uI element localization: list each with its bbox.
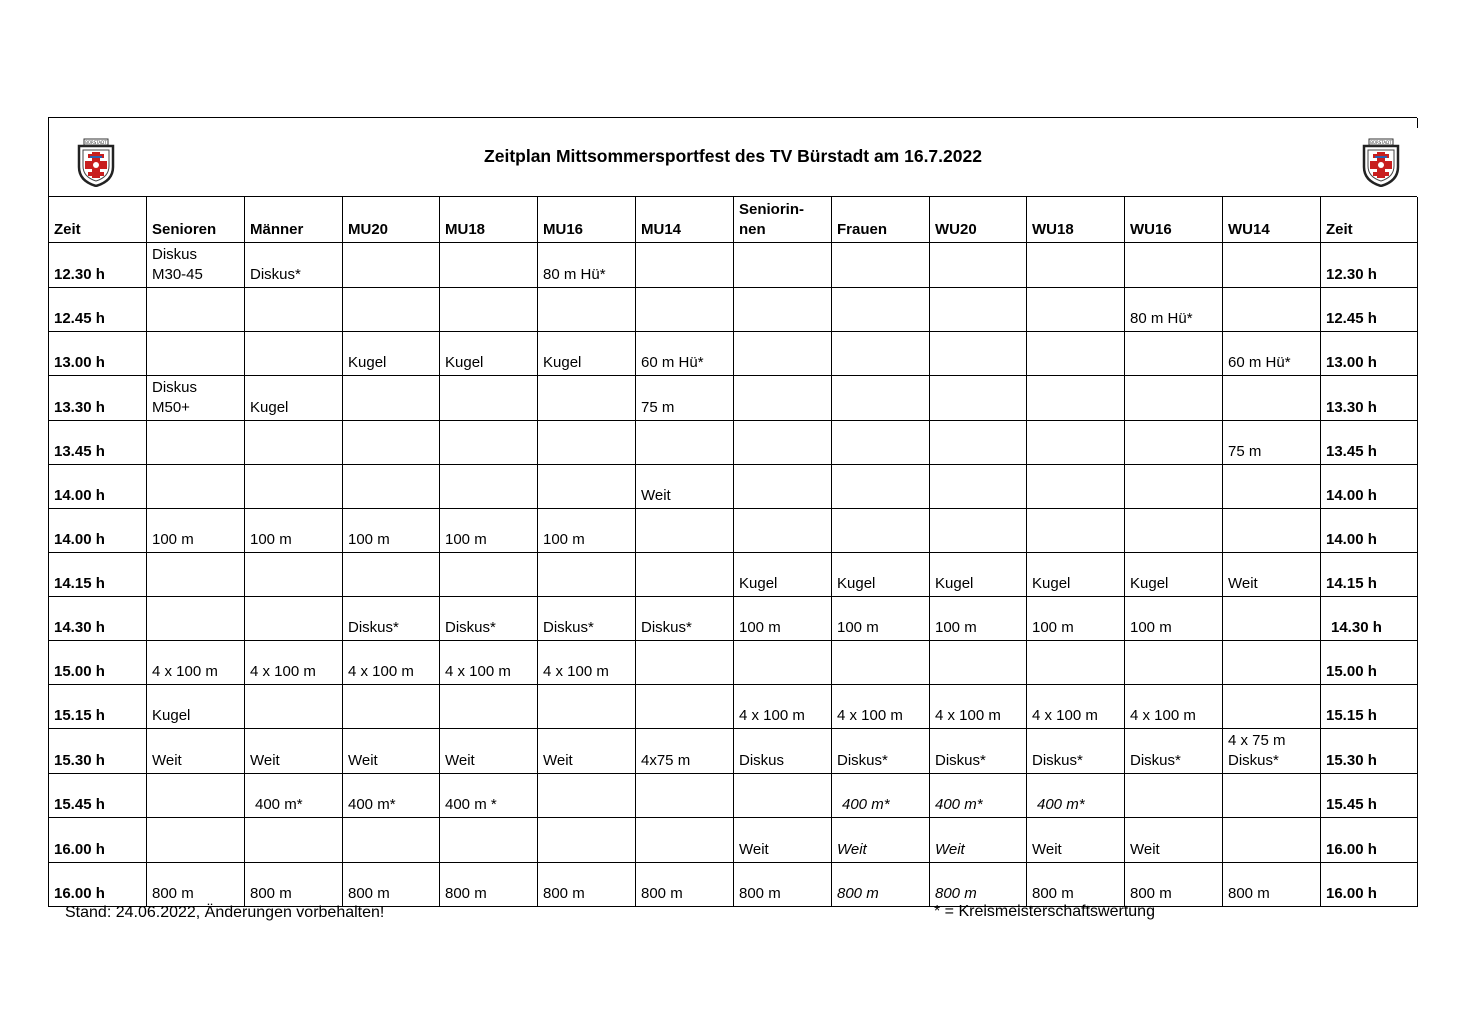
event-cell: Kugel xyxy=(832,553,930,597)
table-row xyxy=(49,421,1418,465)
time-cell: 14.00 h xyxy=(1321,509,1418,553)
event-cell xyxy=(343,288,440,332)
event-cell: Kugel xyxy=(245,376,343,421)
event-cell xyxy=(1125,332,1223,376)
event-cell xyxy=(734,509,832,553)
event-cell: 400 m* xyxy=(832,774,930,818)
event-cell: 4 x 100 m xyxy=(1125,685,1223,729)
event-cell: Kugel xyxy=(343,332,440,376)
event-cell xyxy=(147,288,245,332)
event-cell xyxy=(734,641,832,685)
event-cell xyxy=(832,288,930,332)
event-cell xyxy=(1125,421,1223,465)
column-header: MU14 xyxy=(636,197,734,243)
event-cell: Kugel xyxy=(1027,553,1125,597)
event-cell xyxy=(538,818,636,863)
event-cell: 800 m xyxy=(930,863,1027,907)
event-cell xyxy=(930,243,1027,288)
event-cell xyxy=(1027,332,1125,376)
event-cell: Weit xyxy=(734,818,832,863)
event-cell: 800 m xyxy=(1223,863,1321,907)
table-row xyxy=(49,288,1418,332)
time-cell: 12.45 h xyxy=(1321,288,1418,332)
event-cell xyxy=(440,243,538,288)
event-cell xyxy=(930,421,1027,465)
time-cell: 12.30 h xyxy=(1321,243,1418,288)
event-cell: Weit xyxy=(147,729,245,774)
event-cell: 400 m* xyxy=(1027,774,1125,818)
time-cell: 15.30 h xyxy=(1321,729,1418,774)
event-cell xyxy=(1125,243,1223,288)
event-cell: Weit xyxy=(343,729,440,774)
event-cell: Weit xyxy=(930,818,1027,863)
event-cell xyxy=(636,288,734,332)
event-cell: Kugel xyxy=(734,553,832,597)
time-cell: 14.30 h xyxy=(1321,597,1418,641)
table-body xyxy=(49,243,1418,907)
event-cell xyxy=(440,421,538,465)
event-cell xyxy=(245,421,343,465)
event-cell xyxy=(1125,465,1223,509)
column-header: WU20 xyxy=(930,197,1027,243)
event-cell: Weit xyxy=(440,729,538,774)
event-cell xyxy=(245,818,343,863)
event-cell: Weit xyxy=(1223,553,1321,597)
event-cell: 4x75 m xyxy=(636,729,734,774)
column-header: Senioren xyxy=(147,197,245,243)
event-cell: 800 m xyxy=(440,863,538,907)
event-cell: Diskus* xyxy=(343,597,440,641)
event-cell: 4 x 75 m Diskus* xyxy=(1223,729,1321,774)
event-cell xyxy=(832,465,930,509)
event-cell: Diskus* xyxy=(245,243,343,288)
event-cell xyxy=(440,553,538,597)
time-cell: 14.15 h xyxy=(49,553,147,597)
column-header: Männer xyxy=(245,197,343,243)
event-cell xyxy=(734,243,832,288)
event-cell xyxy=(832,376,930,421)
table-row xyxy=(49,685,1418,729)
event-cell: Weit xyxy=(245,729,343,774)
event-cell xyxy=(147,465,245,509)
event-cell: 4 x 100 m xyxy=(440,641,538,685)
column-header: Seniorin- nen xyxy=(734,197,832,243)
event-cell xyxy=(538,465,636,509)
event-cell xyxy=(147,332,245,376)
event-cell: 800 m xyxy=(734,863,832,907)
event-cell xyxy=(343,376,440,421)
column-header: WU14 xyxy=(1223,197,1321,243)
time-cell: 15.45 h xyxy=(49,774,147,818)
table-row xyxy=(49,818,1418,863)
event-cell xyxy=(147,421,245,465)
event-cell xyxy=(636,509,734,553)
event-cell: 4 x 100 m xyxy=(1027,685,1125,729)
event-cell: 4 x 100 m xyxy=(245,641,343,685)
event-cell: Diskus* xyxy=(636,597,734,641)
event-cell xyxy=(636,553,734,597)
event-cell: 100 m xyxy=(343,509,440,553)
svg-text:BÜRSTADT: BÜRSTADT xyxy=(1370,140,1392,145)
title-row xyxy=(48,117,1417,197)
event-cell xyxy=(440,818,538,863)
event-cell: Diskus M50+ xyxy=(147,376,245,421)
event-cell xyxy=(832,421,930,465)
event-cell xyxy=(1027,243,1125,288)
column-header: MU18 xyxy=(440,197,538,243)
event-cell xyxy=(343,553,440,597)
event-cell xyxy=(636,243,734,288)
event-cell: Kugel xyxy=(147,685,245,729)
time-cell: 15.00 h xyxy=(49,641,147,685)
event-cell xyxy=(734,332,832,376)
event-cell xyxy=(1223,641,1321,685)
event-cell: Diskus xyxy=(734,729,832,774)
club-crest-icon xyxy=(1361,137,1401,187)
event-cell: Diskus* xyxy=(1027,729,1125,774)
event-cell: 75 m xyxy=(1223,421,1321,465)
event-cell xyxy=(930,332,1027,376)
event-cell xyxy=(636,818,734,863)
event-cell: 80 m Hü* xyxy=(538,243,636,288)
event-cell xyxy=(1125,376,1223,421)
footnote: * = Kreismeisterschaftswertung xyxy=(934,903,1155,920)
event-cell xyxy=(343,685,440,729)
event-cell xyxy=(147,597,245,641)
table-row xyxy=(49,774,1418,818)
time-cell: 16.00 h xyxy=(49,863,147,907)
time-cell: 13.30 h xyxy=(49,376,147,421)
event-cell: 75 m xyxy=(636,376,734,421)
time-cell: 14.00 h xyxy=(49,465,147,509)
event-cell xyxy=(245,553,343,597)
event-cell xyxy=(832,332,930,376)
event-cell xyxy=(440,685,538,729)
event-cell xyxy=(734,774,832,818)
event-cell: Diskus* xyxy=(1125,729,1223,774)
event-cell: 100 m xyxy=(930,597,1027,641)
table-row xyxy=(49,243,1418,288)
column-header: Zeit xyxy=(49,197,147,243)
event-cell xyxy=(1027,641,1125,685)
event-cell xyxy=(734,376,832,421)
event-cell: 400 m* xyxy=(930,774,1027,818)
time-cell: 16.00 h xyxy=(1321,818,1418,863)
event-cell: 800 m xyxy=(1027,863,1125,907)
time-cell: 13.00 h xyxy=(1321,332,1418,376)
event-cell xyxy=(538,376,636,421)
event-cell xyxy=(538,774,636,818)
time-cell: 14.00 h xyxy=(1321,465,1418,509)
event-cell xyxy=(832,509,930,553)
schedule-sheet xyxy=(48,117,1417,907)
event-cell: Kugel xyxy=(1125,553,1223,597)
event-cell: 100 m xyxy=(734,597,832,641)
event-cell xyxy=(1223,597,1321,641)
schedule-table xyxy=(48,197,1418,907)
time-cell: 13.30 h xyxy=(1321,376,1418,421)
event-cell xyxy=(343,465,440,509)
event-cell xyxy=(930,376,1027,421)
time-cell: 16.00 h xyxy=(49,818,147,863)
event-cell: Diskus* xyxy=(538,597,636,641)
time-cell: 15.45 h xyxy=(1321,774,1418,818)
column-header: Frauen xyxy=(832,197,930,243)
event-cell xyxy=(1027,509,1125,553)
document-title: Zeitplan Mittsommersportfest des TV Bürstadt am 16.7.2022 xyxy=(484,146,982,166)
event-cell: Diskus* xyxy=(440,597,538,641)
event-cell xyxy=(734,421,832,465)
event-cell: 800 m xyxy=(245,863,343,907)
event-cell: 800 m xyxy=(1125,863,1223,907)
column-header: WU18 xyxy=(1027,197,1125,243)
event-cell xyxy=(1027,376,1125,421)
time-cell: 14.15 h xyxy=(1321,553,1418,597)
event-cell: 800 m xyxy=(538,863,636,907)
event-cell xyxy=(245,332,343,376)
svg-text:BÜRSTADT: BÜRSTADT xyxy=(85,140,107,145)
event-cell xyxy=(734,465,832,509)
time-cell: 13.45 h xyxy=(49,421,147,465)
column-header: MU16 xyxy=(538,197,636,243)
event-cell xyxy=(1125,774,1223,818)
event-cell: 4 x 100 m xyxy=(930,685,1027,729)
event-cell xyxy=(245,597,343,641)
event-cell xyxy=(440,465,538,509)
header-row xyxy=(49,197,1418,243)
event-cell xyxy=(245,685,343,729)
event-cell xyxy=(636,421,734,465)
event-cell xyxy=(245,288,343,332)
time-cell: 13.00 h xyxy=(49,332,147,376)
event-cell: Weit xyxy=(1027,818,1125,863)
column-header: WU16 xyxy=(1125,197,1223,243)
event-cell xyxy=(832,243,930,288)
event-cell xyxy=(538,685,636,729)
event-cell: 60 m Hü* xyxy=(636,332,734,376)
event-cell xyxy=(1223,288,1321,332)
event-cell xyxy=(636,641,734,685)
time-cell: 15.15 h xyxy=(49,685,147,729)
table-row xyxy=(49,553,1418,597)
event-cell xyxy=(734,288,832,332)
event-cell xyxy=(147,818,245,863)
event-cell: 80 m Hü* xyxy=(1125,288,1223,332)
event-cell xyxy=(1027,421,1125,465)
table-row xyxy=(49,597,1418,641)
event-cell xyxy=(343,818,440,863)
event-cell: 800 m xyxy=(636,863,734,907)
time-cell: 14.30 h xyxy=(49,597,147,641)
event-cell: 100 m xyxy=(245,509,343,553)
event-cell xyxy=(1125,641,1223,685)
time-cell: 12.45 h xyxy=(49,288,147,332)
event-cell xyxy=(147,774,245,818)
time-cell: 15.00 h xyxy=(1321,641,1418,685)
event-cell xyxy=(245,465,343,509)
event-cell: 4 x 100 m xyxy=(832,685,930,729)
event-cell: 100 m xyxy=(1125,597,1223,641)
event-cell: 100 m xyxy=(832,597,930,641)
table-row xyxy=(49,863,1418,907)
event-cell xyxy=(930,465,1027,509)
event-cell: Weit xyxy=(636,465,734,509)
event-cell: Diskus* xyxy=(930,729,1027,774)
event-cell: Kugel xyxy=(538,332,636,376)
event-cell: Kugel xyxy=(440,332,538,376)
event-cell xyxy=(1223,376,1321,421)
event-cell: 400 m * xyxy=(440,774,538,818)
table-row xyxy=(49,509,1418,553)
event-cell: 100 m xyxy=(147,509,245,553)
status-note: Stand: 24.06.2022, Änderungen vorbehalten! xyxy=(65,904,385,921)
event-cell xyxy=(930,288,1027,332)
event-cell: 4 x 100 m xyxy=(734,685,832,729)
event-cell xyxy=(1223,509,1321,553)
event-cell: 4 x 100 m xyxy=(343,641,440,685)
time-cell: 16.00 h xyxy=(1321,863,1418,907)
event-cell xyxy=(1223,685,1321,729)
time-cell: 12.30 h xyxy=(49,243,147,288)
time-cell: 15.15 h xyxy=(1321,685,1418,729)
table-row xyxy=(49,332,1418,376)
event-cell xyxy=(1027,288,1125,332)
event-cell: 400 m* xyxy=(245,774,343,818)
event-cell xyxy=(538,553,636,597)
event-cell xyxy=(1223,774,1321,818)
event-cell: 4 x 100 m xyxy=(147,641,245,685)
time-cell: 15.30 h xyxy=(49,729,147,774)
event-cell xyxy=(832,641,930,685)
event-cell xyxy=(538,421,636,465)
event-cell xyxy=(1223,243,1321,288)
event-cell: Kugel xyxy=(930,553,1027,597)
event-cell xyxy=(930,641,1027,685)
event-cell xyxy=(1027,465,1125,509)
column-header: Zeit xyxy=(1321,197,1418,243)
event-cell xyxy=(440,376,538,421)
table-row xyxy=(49,376,1418,421)
event-cell xyxy=(636,685,734,729)
event-cell: 800 m xyxy=(147,863,245,907)
event-cell xyxy=(1223,818,1321,863)
event-cell xyxy=(440,288,538,332)
event-cell xyxy=(1223,465,1321,509)
time-cell: 14.00 h xyxy=(49,509,147,553)
event-cell xyxy=(343,243,440,288)
event-cell: 400 m* xyxy=(343,774,440,818)
border-tick xyxy=(1417,118,1418,128)
event-cell: Diskus* xyxy=(832,729,930,774)
time-cell: 13.45 h xyxy=(1321,421,1418,465)
event-cell: Diskus M30-45 xyxy=(147,243,245,288)
column-header: MU20 xyxy=(343,197,440,243)
event-cell xyxy=(538,288,636,332)
table-row xyxy=(49,465,1418,509)
event-cell: Weit xyxy=(538,729,636,774)
event-cell: 800 m xyxy=(832,863,930,907)
table-row xyxy=(49,641,1418,685)
table-row xyxy=(49,729,1418,774)
event-cell xyxy=(930,509,1027,553)
event-cell xyxy=(147,553,245,597)
event-cell: Weit xyxy=(1125,818,1223,863)
event-cell: 4 x 100 m xyxy=(538,641,636,685)
event-cell: 100 m xyxy=(1027,597,1125,641)
event-cell: Weit xyxy=(832,818,930,863)
event-cell: 800 m xyxy=(343,863,440,907)
event-cell xyxy=(636,774,734,818)
event-cell: 100 m xyxy=(440,509,538,553)
event-cell: 100 m xyxy=(538,509,636,553)
event-cell xyxy=(343,421,440,465)
event-cell: 60 m Hü* xyxy=(1223,332,1321,376)
event-cell xyxy=(1125,509,1223,553)
